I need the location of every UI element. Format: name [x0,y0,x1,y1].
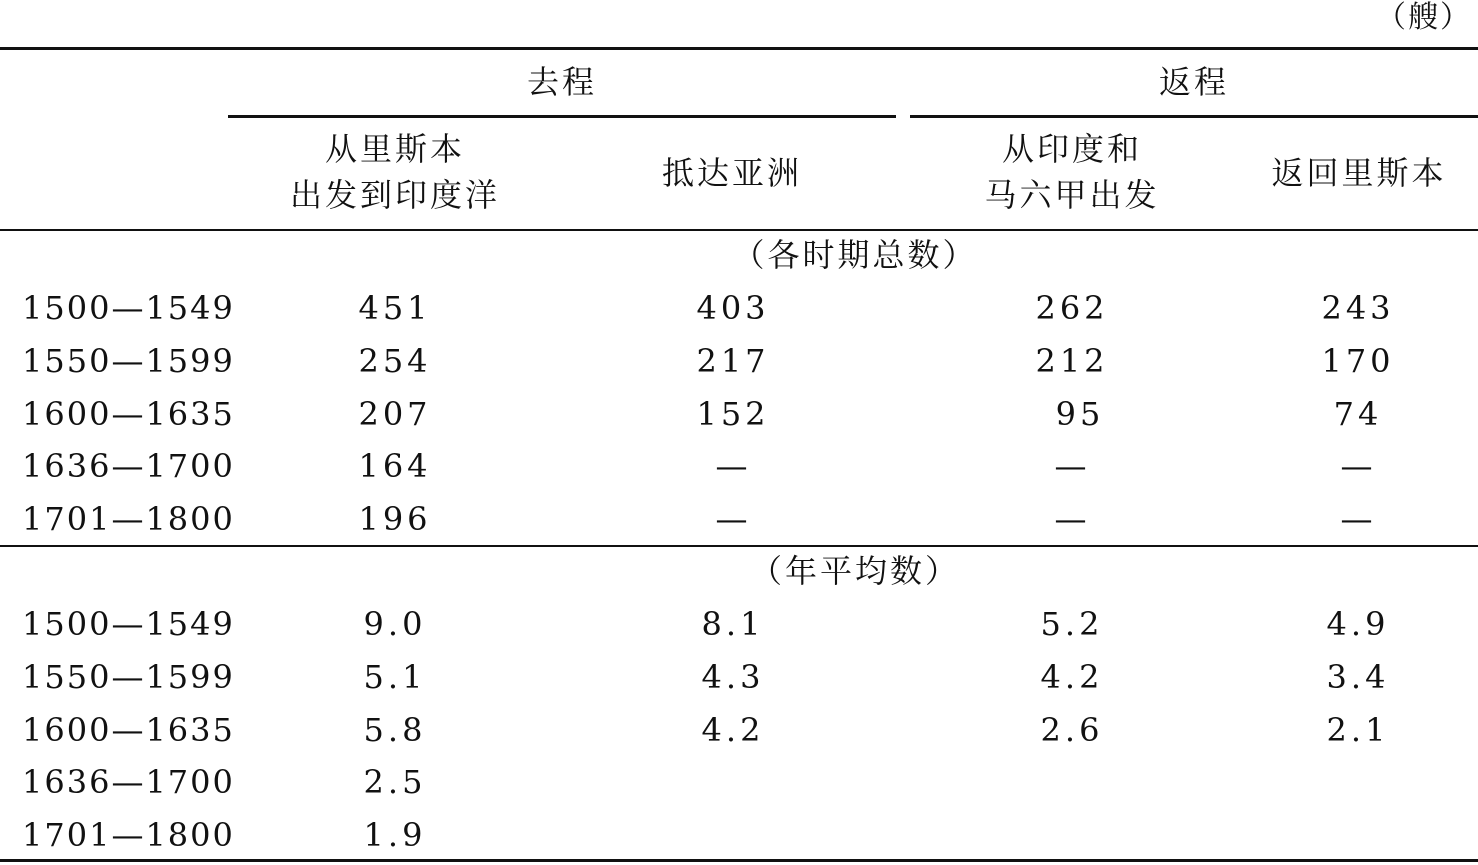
cell-depart-lisbon: 196 [358,500,432,538]
group-underline-return [910,115,1478,118]
cell-return-lisbon: — [1340,447,1376,485]
cell-depart-india: 5.2 [1040,605,1104,643]
section-divider-rule [0,545,1478,547]
cell-depart-india: 95 [1055,395,1105,433]
column-header-return-lisbon: 返回里斯本 [1271,154,1447,192]
cell-arrive-asia: 403 [696,289,770,327]
row-period: 1500—1549 [22,605,235,643]
row-period: 1500—1549 [22,289,235,327]
group-header-outbound: 去程 [526,63,597,101]
cell-depart-lisbon: 5.1 [363,658,427,696]
row-period: 1636—1700 [22,763,235,801]
cell-return-lisbon: 243 [1321,289,1395,327]
row-period: 1701—1800 [22,816,235,854]
cell-depart-india: 262 [1035,289,1109,327]
row-period: 1600—1635 [22,395,235,433]
cell-return-lisbon: 170 [1321,342,1395,380]
cell-arrive-asia: 152 [696,395,770,433]
top-rule [0,47,1478,50]
cell-depart-india: 212 [1035,342,1109,380]
column-header-depart-lisbon-line2: 出发到印度洋 [289,176,500,214]
cell-arrive-asia: — [715,447,751,485]
cell-depart-lisbon: 9.0 [363,605,427,643]
cell-depart-india: — [1054,447,1090,485]
cell-arrive-asia: 8.1 [701,605,765,643]
cell-depart-india: 4.2 [1040,658,1104,696]
cell-arrive-asia: 217 [696,342,770,380]
group-underline-outbound [228,115,896,118]
cell-depart-lisbon: 164 [358,447,432,485]
unit-label: （艘） [1376,0,1472,35]
column-header-depart-india-line2: 马六甲出发 [984,176,1160,214]
group-header-return: 返程 [1158,63,1229,101]
cell-depart-lisbon: 2.5 [363,763,427,801]
cell-arrive-asia: 4.2 [701,711,765,749]
cell-depart-lisbon: 5.8 [363,711,427,749]
cell-depart-lisbon: 451 [358,289,432,327]
column-header-depart-india [905,126,1239,218]
header-bottom-rule [0,229,1478,231]
cell-return-lisbon: 2.1 [1326,711,1390,749]
column-header-depart-india-line1: 从印度和 [1001,130,1142,168]
row-period: 1636—1700 [22,447,235,485]
cell-arrive-asia: — [715,500,751,538]
column-header-depart-lisbon [228,126,562,218]
row-period: 1600—1635 [22,711,235,749]
cell-depart-lisbon: 254 [358,342,432,380]
column-header-arrive-asia: 抵达亚洲 [661,154,802,192]
row-period: 1701—1800 [22,500,235,538]
row-period: 1550—1599 [22,658,235,696]
cell-depart-india: 2.6 [1040,711,1104,749]
row-period: 1550—1599 [22,342,235,380]
cell-depart-lisbon: 1.9 [363,816,427,854]
bottom-rule [0,859,1478,862]
cell-depart-india: — [1054,500,1090,538]
cell-arrive-asia: 4.3 [701,658,765,696]
cell-return-lisbon: 4.9 [1326,605,1390,643]
cell-return-lisbon: — [1340,500,1376,538]
cell-return-lisbon: 3.4 [1326,658,1390,696]
section-title-annual-average: （年平均数） [749,552,960,590]
cell-return-lisbon: 74 [1333,395,1383,433]
column-header-depart-lisbon-line1: 从里斯本 [324,130,465,168]
cell-depart-lisbon: 207 [358,395,432,433]
section-title-totals: （各时期总数） [732,236,978,274]
